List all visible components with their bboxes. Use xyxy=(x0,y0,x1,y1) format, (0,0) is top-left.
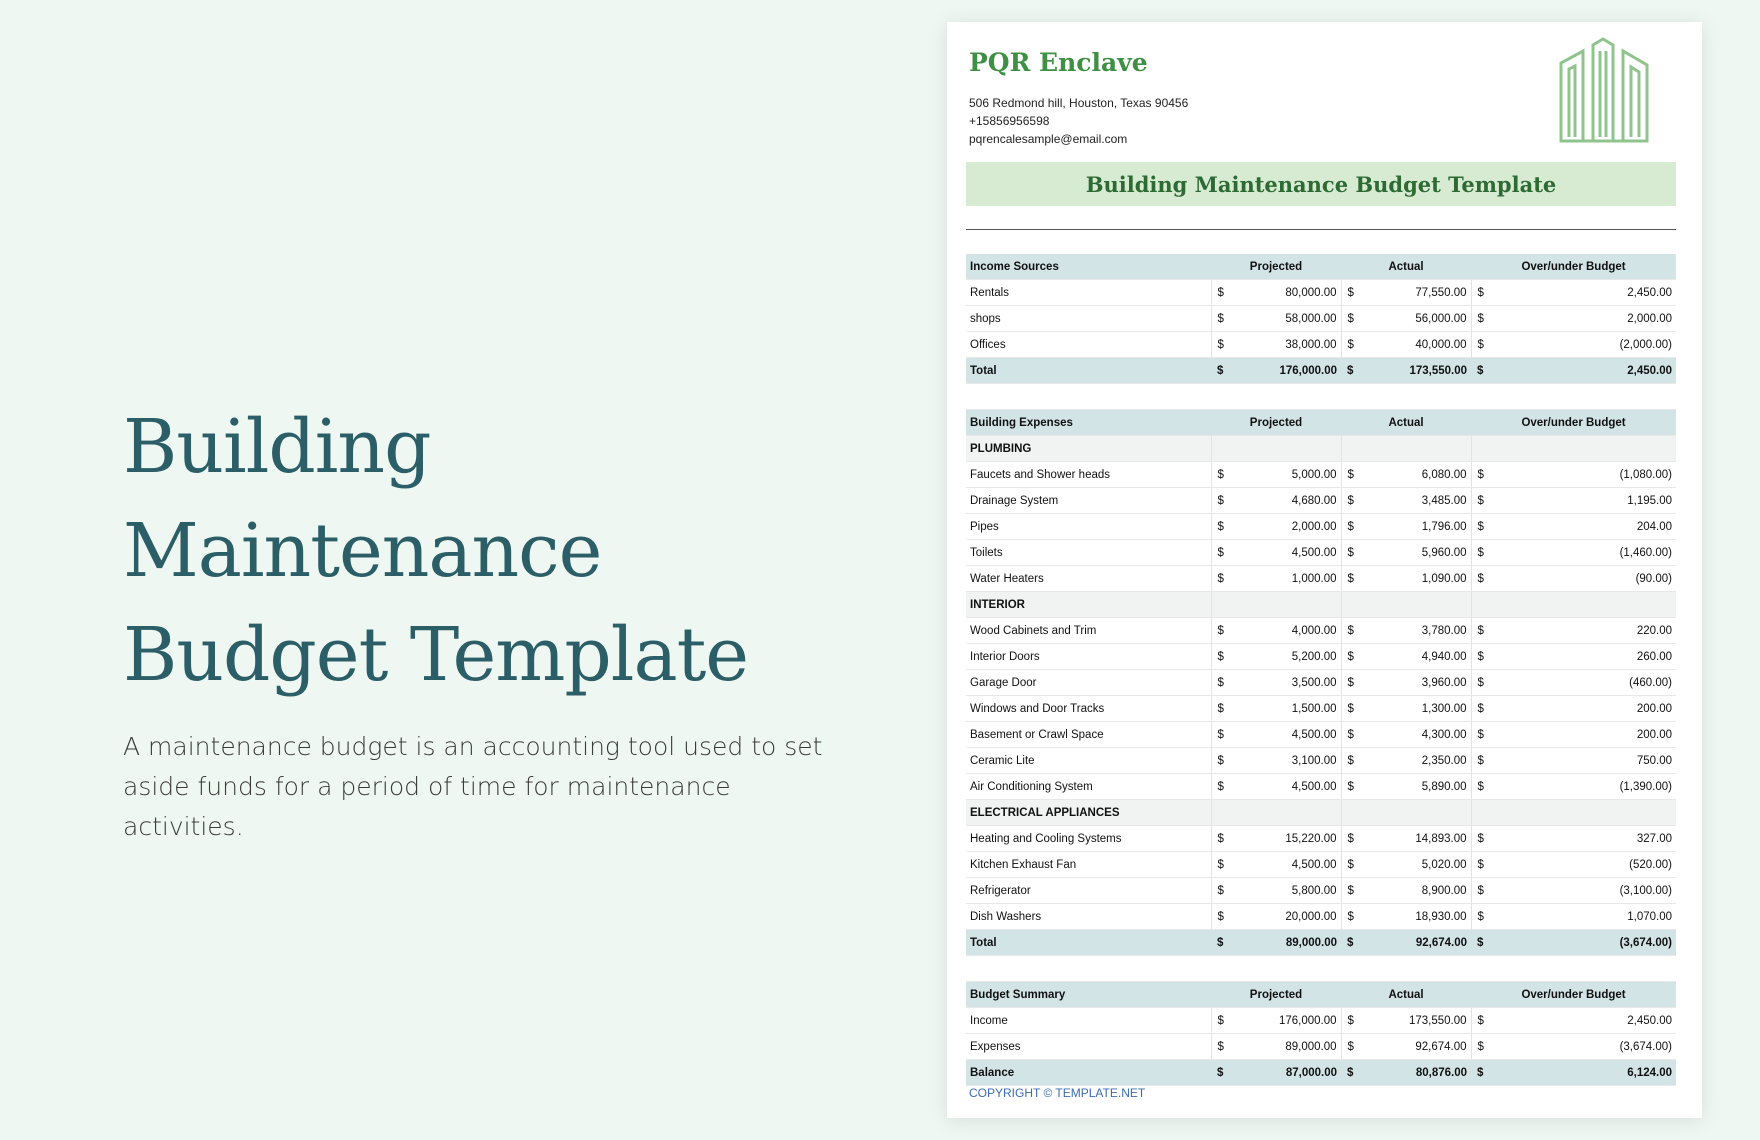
actual-value: 3,485.00 xyxy=(1371,488,1471,514)
over-under-value: (3,674.00) xyxy=(1501,1034,1676,1060)
currency-symbol: $ xyxy=(1341,1034,1371,1060)
row-label: Ceramic Lite xyxy=(966,748,1211,774)
currency-symbol: $ xyxy=(1471,878,1501,904)
summary-header-row xyxy=(966,982,1676,1008)
over-under-value: 200.00 xyxy=(1501,696,1676,722)
hero-section xyxy=(123,395,923,847)
expense-row xyxy=(966,670,1676,696)
row-label: Garage Door xyxy=(966,670,1211,696)
row-label: Total xyxy=(966,930,1211,956)
currency-symbol: $ xyxy=(1471,358,1501,384)
currency-symbol: $ xyxy=(1211,462,1241,488)
over-under-value: 200.00 xyxy=(1501,722,1676,748)
projected-value: 3,100.00 xyxy=(1241,748,1341,774)
currency-symbol: $ xyxy=(1341,306,1371,332)
currency-symbol: $ xyxy=(1341,566,1371,592)
currency-symbol: $ xyxy=(1471,722,1501,748)
expense-row xyxy=(966,722,1676,748)
column-header-over-under: Over/under Budget xyxy=(1471,410,1676,436)
empty-cell xyxy=(1471,436,1501,462)
currency-symbol: $ xyxy=(1211,722,1241,748)
currency-symbol: $ xyxy=(1211,280,1241,306)
over-under-value: 2,450.00 xyxy=(1501,280,1676,306)
column-header-projected: Projected xyxy=(1211,254,1341,280)
actual-value: 4,940.00 xyxy=(1371,644,1471,670)
currency-symbol: $ xyxy=(1471,644,1501,670)
copyright-link[interactable]: COPYRIGHT © TEMPLATE.NET xyxy=(969,1086,1146,1100)
actual-value: 173,550.00 xyxy=(1371,1008,1471,1034)
currency-symbol: $ xyxy=(1471,332,1501,358)
row-label: shops xyxy=(966,306,1211,332)
currency-symbol: $ xyxy=(1211,852,1241,878)
expense-row xyxy=(966,618,1676,644)
projected-value: 4,500.00 xyxy=(1241,722,1341,748)
projected-value: 4,500.00 xyxy=(1241,774,1341,800)
currency-symbol: $ xyxy=(1211,514,1241,540)
row-label: Rentals xyxy=(966,280,1211,306)
document-title-banner xyxy=(966,162,1676,206)
currency-symbol: $ xyxy=(1471,462,1501,488)
currency-symbol: $ xyxy=(1211,618,1241,644)
currency-symbol: $ xyxy=(1341,696,1371,722)
currency-symbol: $ xyxy=(1471,1008,1501,1034)
currency-symbol: $ xyxy=(1211,930,1241,956)
currency-symbol: $ xyxy=(1341,930,1371,956)
currency-symbol: $ xyxy=(1471,852,1501,878)
currency-symbol: $ xyxy=(1341,1060,1371,1086)
category-label: INTERIOR xyxy=(966,592,1211,618)
income-total-row xyxy=(966,358,1676,384)
actual-value: 8,900.00 xyxy=(1371,878,1471,904)
row-label: Expenses xyxy=(966,1034,1211,1060)
actual-value: 6,080.00 xyxy=(1371,462,1471,488)
row-label: Water Heaters xyxy=(966,566,1211,592)
actual-value: 3,780.00 xyxy=(1371,618,1471,644)
currency-symbol: $ xyxy=(1471,618,1501,644)
currency-symbol: $ xyxy=(1211,904,1241,930)
expense-row xyxy=(966,462,1676,488)
row-label: Balance xyxy=(966,1060,1211,1086)
row-label: Pipes xyxy=(966,514,1211,540)
currency-symbol: $ xyxy=(1341,878,1371,904)
section-header-label: Income Sources xyxy=(966,254,1211,280)
budget-table xyxy=(966,254,1676,1086)
company-address: 506 Redmond hill, Houston, Texas 90456 xyxy=(969,96,1189,110)
column-header-actual: Actual xyxy=(1341,982,1471,1008)
empty-cell xyxy=(1471,592,1501,618)
currency-symbol: $ xyxy=(1471,826,1501,852)
empty-cell xyxy=(1211,592,1241,618)
company-name: PQR Enclave xyxy=(969,48,1148,77)
currency-symbol: $ xyxy=(1211,540,1241,566)
section-header-label: Building Expenses xyxy=(966,410,1211,436)
over-under-value: (3,674.00) xyxy=(1501,930,1676,956)
currency-symbol: $ xyxy=(1471,306,1501,332)
actual-value: 173,550.00 xyxy=(1371,358,1471,384)
currency-symbol: $ xyxy=(1341,358,1371,384)
spacer-cell xyxy=(966,956,1676,982)
actual-value: 4,300.00 xyxy=(1371,722,1471,748)
currency-symbol: $ xyxy=(1211,566,1241,592)
row-label: Air Conditioning System xyxy=(966,774,1211,800)
expense-row xyxy=(966,566,1676,592)
actual-value: 80,876.00 xyxy=(1371,1060,1471,1086)
expense-row xyxy=(966,852,1676,878)
currency-symbol: $ xyxy=(1211,332,1241,358)
spacer-row xyxy=(966,956,1676,982)
empty-cell xyxy=(1341,436,1371,462)
empty-cell xyxy=(1471,800,1501,826)
empty-cell xyxy=(1371,800,1471,826)
currency-symbol: $ xyxy=(1341,332,1371,358)
empty-cell xyxy=(1341,800,1371,826)
over-under-value: 2,450.00 xyxy=(1501,1008,1676,1034)
projected-value: 4,000.00 xyxy=(1241,618,1341,644)
empty-cell xyxy=(1371,592,1471,618)
company-phone: +15856956598 xyxy=(969,114,1050,128)
column-header-projected: Projected xyxy=(1211,982,1341,1008)
row-label: Dish Washers xyxy=(966,904,1211,930)
projected-value: 5,800.00 xyxy=(1241,878,1341,904)
actual-value: 18,930.00 xyxy=(1371,904,1471,930)
row-label: Toilets xyxy=(966,540,1211,566)
currency-symbol: $ xyxy=(1471,670,1501,696)
empty-cell xyxy=(1241,436,1341,462)
over-under-value: (1,390.00) xyxy=(1501,774,1676,800)
budget-table-body xyxy=(966,254,1676,1086)
currency-symbol: $ xyxy=(1341,670,1371,696)
projected-value: 2,000.00 xyxy=(1241,514,1341,540)
expense-row xyxy=(966,540,1676,566)
expenses-header-row xyxy=(966,410,1676,436)
actual-value: 5,960.00 xyxy=(1371,540,1471,566)
currency-symbol: $ xyxy=(1471,1060,1501,1086)
currency-symbol: $ xyxy=(1341,618,1371,644)
row-label: Refrigerator xyxy=(966,878,1211,904)
actual-value: 92,674.00 xyxy=(1371,1034,1471,1060)
actual-value: 40,000.00 xyxy=(1371,332,1471,358)
expense-row xyxy=(966,904,1676,930)
empty-cell xyxy=(1241,592,1341,618)
income-header-row xyxy=(966,254,1676,280)
summary-row xyxy=(966,1034,1676,1060)
income-row xyxy=(966,306,1676,332)
actual-value: 92,674.00 xyxy=(1371,930,1471,956)
row-label: Windows and Door Tracks xyxy=(966,696,1211,722)
currency-symbol: $ xyxy=(1341,462,1371,488)
currency-symbol: $ xyxy=(1211,670,1241,696)
over-under-value: 327.00 xyxy=(1501,826,1676,852)
projected-value: 4,500.00 xyxy=(1241,852,1341,878)
currency-symbol: $ xyxy=(1211,644,1241,670)
currency-symbol: $ xyxy=(1341,852,1371,878)
over-under-value: 1,070.00 xyxy=(1501,904,1676,930)
currency-symbol: $ xyxy=(1341,748,1371,774)
currency-symbol: $ xyxy=(1341,488,1371,514)
category-label: PLUMBING xyxy=(966,436,1211,462)
currency-symbol: $ xyxy=(1341,774,1371,800)
expense-row xyxy=(966,514,1676,540)
projected-value: 89,000.00 xyxy=(1241,930,1341,956)
balance-row xyxy=(966,1060,1676,1086)
projected-value: 4,500.00 xyxy=(1241,540,1341,566)
over-under-value: 260.00 xyxy=(1501,644,1676,670)
budget-document xyxy=(947,22,1702,1118)
currency-symbol: $ xyxy=(1341,904,1371,930)
row-label: Total xyxy=(966,358,1211,384)
currency-symbol: $ xyxy=(1211,1008,1241,1034)
currency-symbol: $ xyxy=(1471,1034,1501,1060)
currency-symbol: $ xyxy=(1471,696,1501,722)
currency-symbol: $ xyxy=(1471,540,1501,566)
income-row xyxy=(966,332,1676,358)
currency-symbol: $ xyxy=(1471,904,1501,930)
category-label: ELECTRICAL APPLIANCES xyxy=(966,800,1211,826)
over-under-value: (520.00) xyxy=(1501,852,1676,878)
hero-description: A maintenance budget is an accounting tool used to set aside funds for a period of time for maintenance activities. xyxy=(123,732,823,841)
over-under-value: (2,000.00) xyxy=(1501,332,1676,358)
category-row xyxy=(966,436,1676,462)
empty-cell xyxy=(1241,800,1341,826)
currency-symbol: $ xyxy=(1211,748,1241,774)
company-email: pqrencalesample@email.com xyxy=(969,132,1128,146)
projected-value: 58,000.00 xyxy=(1241,306,1341,332)
currency-symbol: $ xyxy=(1471,774,1501,800)
currency-symbol: $ xyxy=(1341,280,1371,306)
column-header-over-under: Over/under Budget xyxy=(1471,982,1676,1008)
currency-symbol: $ xyxy=(1471,488,1501,514)
actual-value: 1,796.00 xyxy=(1371,514,1471,540)
projected-value: 1,500.00 xyxy=(1241,696,1341,722)
currency-symbol: $ xyxy=(1471,514,1501,540)
empty-cell xyxy=(1501,436,1676,462)
actual-value: 3,960.00 xyxy=(1371,670,1471,696)
projected-value: 176,000.00 xyxy=(1241,1008,1341,1034)
expense-row xyxy=(966,878,1676,904)
currency-symbol: $ xyxy=(1471,566,1501,592)
over-under-value: 6,124.00 xyxy=(1501,1060,1676,1086)
actual-value: 1,090.00 xyxy=(1371,566,1471,592)
category-row xyxy=(966,592,1676,618)
currency-symbol: $ xyxy=(1211,696,1241,722)
row-label: Drainage System xyxy=(966,488,1211,514)
projected-value: 4,680.00 xyxy=(1241,488,1341,514)
category-row xyxy=(966,800,1676,826)
row-label: Basement or Crawl Space xyxy=(966,722,1211,748)
projected-value: 176,000.00 xyxy=(1241,358,1341,384)
currency-symbol: $ xyxy=(1211,826,1241,852)
currency-symbol: $ xyxy=(1341,514,1371,540)
currency-symbol: $ xyxy=(1211,488,1241,514)
expense-row xyxy=(966,748,1676,774)
over-under-value: (90.00) xyxy=(1501,566,1676,592)
projected-value: 89,000.00 xyxy=(1241,1034,1341,1060)
currency-symbol: $ xyxy=(1341,540,1371,566)
currency-symbol: $ xyxy=(1341,826,1371,852)
currency-symbol: $ xyxy=(1211,774,1241,800)
over-under-value: 2,450.00 xyxy=(1501,358,1676,384)
over-under-value: (460.00) xyxy=(1501,670,1676,696)
expense-row xyxy=(966,774,1676,800)
actual-value: 77,550.00 xyxy=(1371,280,1471,306)
empty-cell xyxy=(1501,592,1676,618)
projected-value: 1,000.00 xyxy=(1241,566,1341,592)
row-label: Income xyxy=(966,1008,1211,1034)
over-under-value: 1,195.00 xyxy=(1501,488,1676,514)
over-under-value: (1,460.00) xyxy=(1501,540,1676,566)
empty-cell xyxy=(1211,800,1241,826)
expenses-total-row xyxy=(966,930,1676,956)
over-under-value: (3,100.00) xyxy=(1501,878,1676,904)
document-title: Building Maintenance Budget Template xyxy=(1085,171,1557,197)
currency-symbol: $ xyxy=(1471,748,1501,774)
projected-value: 5,200.00 xyxy=(1241,644,1341,670)
column-header-over-under: Over/under Budget xyxy=(1471,254,1676,280)
currency-symbol: $ xyxy=(1341,644,1371,670)
actual-value: 5,020.00 xyxy=(1371,852,1471,878)
hero-title-line-1: Building Maintenance xyxy=(123,404,602,594)
actual-value: 56,000.00 xyxy=(1371,306,1471,332)
row-label: Heating and Cooling Systems xyxy=(966,826,1211,852)
row-label: Faucets and Shower heads xyxy=(966,462,1211,488)
empty-cell xyxy=(1211,436,1241,462)
over-under-value: 204.00 xyxy=(1501,514,1676,540)
currency-symbol: $ xyxy=(1471,930,1501,956)
actual-value: 1,300.00 xyxy=(1371,696,1471,722)
empty-cell xyxy=(1371,436,1471,462)
column-header-actual: Actual xyxy=(1341,254,1471,280)
projected-value: 3,500.00 xyxy=(1241,670,1341,696)
income-row xyxy=(966,280,1676,306)
projected-value: 20,000.00 xyxy=(1241,904,1341,930)
column-header-actual: Actual xyxy=(1341,410,1471,436)
currency-symbol: $ xyxy=(1211,1060,1241,1086)
projected-value: 38,000.00 xyxy=(1241,332,1341,358)
currency-symbol: $ xyxy=(1211,878,1241,904)
currency-symbol: $ xyxy=(1211,358,1241,384)
currency-symbol: $ xyxy=(1341,1008,1371,1034)
currency-symbol: $ xyxy=(1211,1034,1241,1060)
projected-value: 87,000.00 xyxy=(1241,1060,1341,1086)
over-under-value: 2,000.00 xyxy=(1501,306,1676,332)
currency-symbol: $ xyxy=(1341,722,1371,748)
projected-value: 15,220.00 xyxy=(1241,826,1341,852)
divider xyxy=(966,229,1676,230)
over-under-value: (1,080.00) xyxy=(1501,462,1676,488)
expense-row xyxy=(966,488,1676,514)
empty-cell xyxy=(1341,592,1371,618)
expense-row xyxy=(966,644,1676,670)
row-label: Kitchen Exhaust Fan xyxy=(966,852,1211,878)
projected-value: 80,000.00 xyxy=(1241,280,1341,306)
currency-symbol: $ xyxy=(1471,280,1501,306)
actual-value: 14,893.00 xyxy=(1371,826,1471,852)
spacer-row xyxy=(966,384,1676,410)
over-under-value: 220.00 xyxy=(1501,618,1676,644)
spacer-cell xyxy=(966,384,1676,410)
expense-row xyxy=(966,696,1676,722)
empty-cell xyxy=(1501,800,1676,826)
projected-value: 5,000.00 xyxy=(1241,462,1341,488)
actual-value: 2,350.00 xyxy=(1371,748,1471,774)
row-label: Interior Doors xyxy=(966,644,1211,670)
row-label: Offices xyxy=(966,332,1211,358)
summary-row xyxy=(966,1008,1676,1034)
hero-title xyxy=(123,395,923,707)
currency-symbol: $ xyxy=(1211,306,1241,332)
building-logo-icon xyxy=(1557,37,1652,143)
row-label: Wood Cabinets and Trim xyxy=(966,618,1211,644)
over-under-value: 750.00 xyxy=(1501,748,1676,774)
actual-value: 5,890.00 xyxy=(1371,774,1471,800)
section-header-label: Budget Summary xyxy=(966,982,1211,1008)
expense-row xyxy=(966,826,1676,852)
hero-title-line-2: Budget Template xyxy=(123,612,749,698)
column-header-projected: Projected xyxy=(1211,410,1341,436)
